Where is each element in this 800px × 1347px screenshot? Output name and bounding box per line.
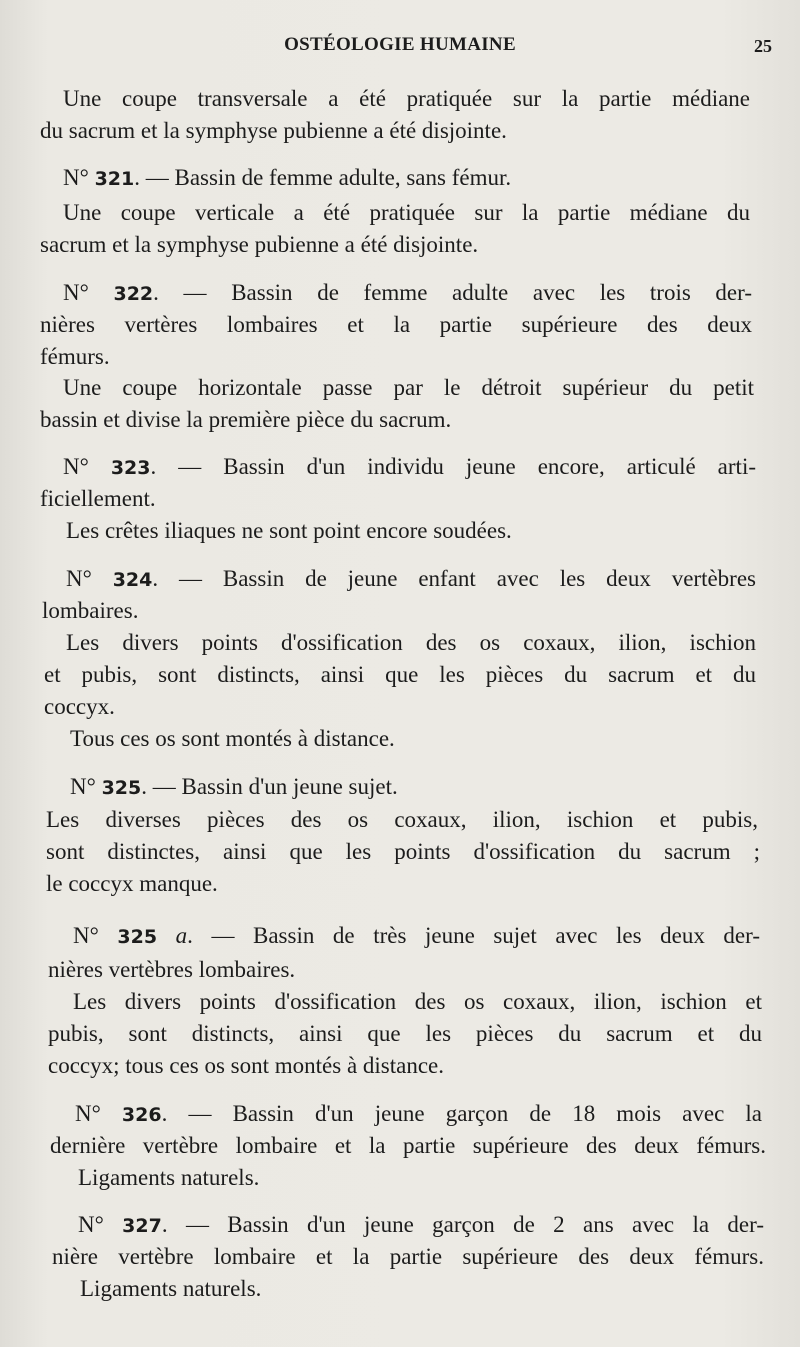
text-line: sont distinctes, ainsi que les points d'ossification du sacrum ; <box>46 839 760 864</box>
text-line: Ligaments naturels. <box>78 1165 260 1190</box>
text-line: coccyx; tous ces os sont montés à distance. <box>48 1053 445 1078</box>
entry-number-prefix: N° <box>70 774 102 799</box>
entry-number-prefix: N° <box>63 454 111 479</box>
page-number: 25 <box>754 36 772 56</box>
entry-heading-line <box>63 163 640 194</box>
entry-heading-line <box>70 772 492 803</box>
text-line: Les divers points d'ossification des os coxaux, ilion, ischion et <box>73 989 762 1014</box>
running-title: OSTÉOLOGIE HUMAINE <box>284 34 516 55</box>
entry-number: 326 <box>121 1104 162 1126</box>
entry-number: 327 <box>122 1215 162 1237</box>
text-line: Une coupe transversale a été pratiquée sur la partie médiane <box>63 86 750 111</box>
text-line: le coccyx manque. <box>46 871 218 896</box>
text-line: Les diverses pièces des os coxaux, ilion, ischion et pubis, <box>46 807 758 832</box>
entry-heading-line <box>73 921 760 952</box>
entry-description: . — Bassin de jeune enfant avec les deux vertèbres <box>152 566 756 591</box>
entry-heading-line <box>66 564 756 595</box>
text-line: Ligaments naturels. <box>80 1276 262 1301</box>
entry-number-prefix: N° <box>63 165 95 190</box>
text-line: Tous ces os sont montés à distance. <box>70 726 395 751</box>
text-line: ficiellement. <box>40 486 156 511</box>
text-line: bassin et divise la première pièce du sacrum. <box>40 407 452 432</box>
entry-number-prefix: N° <box>75 1101 122 1126</box>
entry-description: . — Bassin d'un jeune sujet. <box>141 774 398 799</box>
text-line: Les divers points d'ossification des os coxaux, ilion, ischion <box>66 630 756 655</box>
text-line: nières vertères lombaires et la partie supérieure des deux <box>40 312 752 337</box>
entry-number-prefix: N° <box>78 1212 123 1237</box>
entry-description: . — Bassin de femme adulte, sans fémur. <box>134 165 512 190</box>
entry-description: . — Bassin de femme adulte avec les trois der- <box>153 280 753 305</box>
text-line: du sacrum et la symphyse pubienne a été disjointe. <box>40 118 507 143</box>
entry-number-prefix: N° <box>66 566 113 591</box>
text-line: Une coupe horizontale passe par le détroit supérieur du petit <box>63 375 754 400</box>
entry-description: . — Bassin d'un individu jeune encore, articulé arti- <box>150 454 756 479</box>
text-line: coccyx. <box>44 694 115 719</box>
entry-number: 322 <box>113 283 154 305</box>
entry-number: 321 <box>94 168 135 190</box>
text-line: Les crêtes iliaques ne sont point encore soudées. <box>66 518 512 543</box>
entry-description: . — Bassin d'un jeune garçon de 2 ans avec la der- <box>161 1212 765 1237</box>
text-line: pubis, sont distincts, ainsi que les pièces du sacrum et du <box>48 1021 762 1046</box>
text-line: nières vertèbres lombaires. <box>48 957 296 982</box>
entry-number: 324 <box>112 569 153 591</box>
text-line: lombaires. <box>42 598 139 623</box>
page-header <box>0 34 800 58</box>
entry-heading-line <box>63 278 752 309</box>
text-line: nière vertèbre lombaire et la partie supérieure des deux fémurs. <box>52 1244 764 1269</box>
text-line: fémurs. <box>40 344 110 369</box>
entry-heading-line <box>63 452 756 483</box>
text-line: sacrum et la symphyse pubienne a été disjointe. <box>40 232 479 257</box>
entry-number: 323 <box>110 457 151 479</box>
text-line: et pubis, sont distincts, ainsi que les pièces du sacrum et du <box>44 662 756 687</box>
entry-number-prefix: N° <box>73 923 118 948</box>
entry-description: . — Bassin d'un jeune garçon de 18 mois avec la <box>161 1101 762 1126</box>
entry-heading-line <box>78 1210 764 1241</box>
text-line: dernière vertèbre lombaire et la partie supérieure des deux fémurs. <box>50 1133 766 1158</box>
text-line: Une coupe verticale a été pratiquée sur la partie médiane du <box>63 200 750 225</box>
entry-number: 325 <box>101 777 142 799</box>
entry-heading-line <box>75 1099 762 1130</box>
entry-description: . — Bassin de très jeune sujet avec les deux der- <box>187 923 760 948</box>
entry-number-prefix: N° <box>63 280 114 305</box>
entry-number: 325 <box>117 926 158 948</box>
entry-suffix: a <box>157 923 188 948</box>
